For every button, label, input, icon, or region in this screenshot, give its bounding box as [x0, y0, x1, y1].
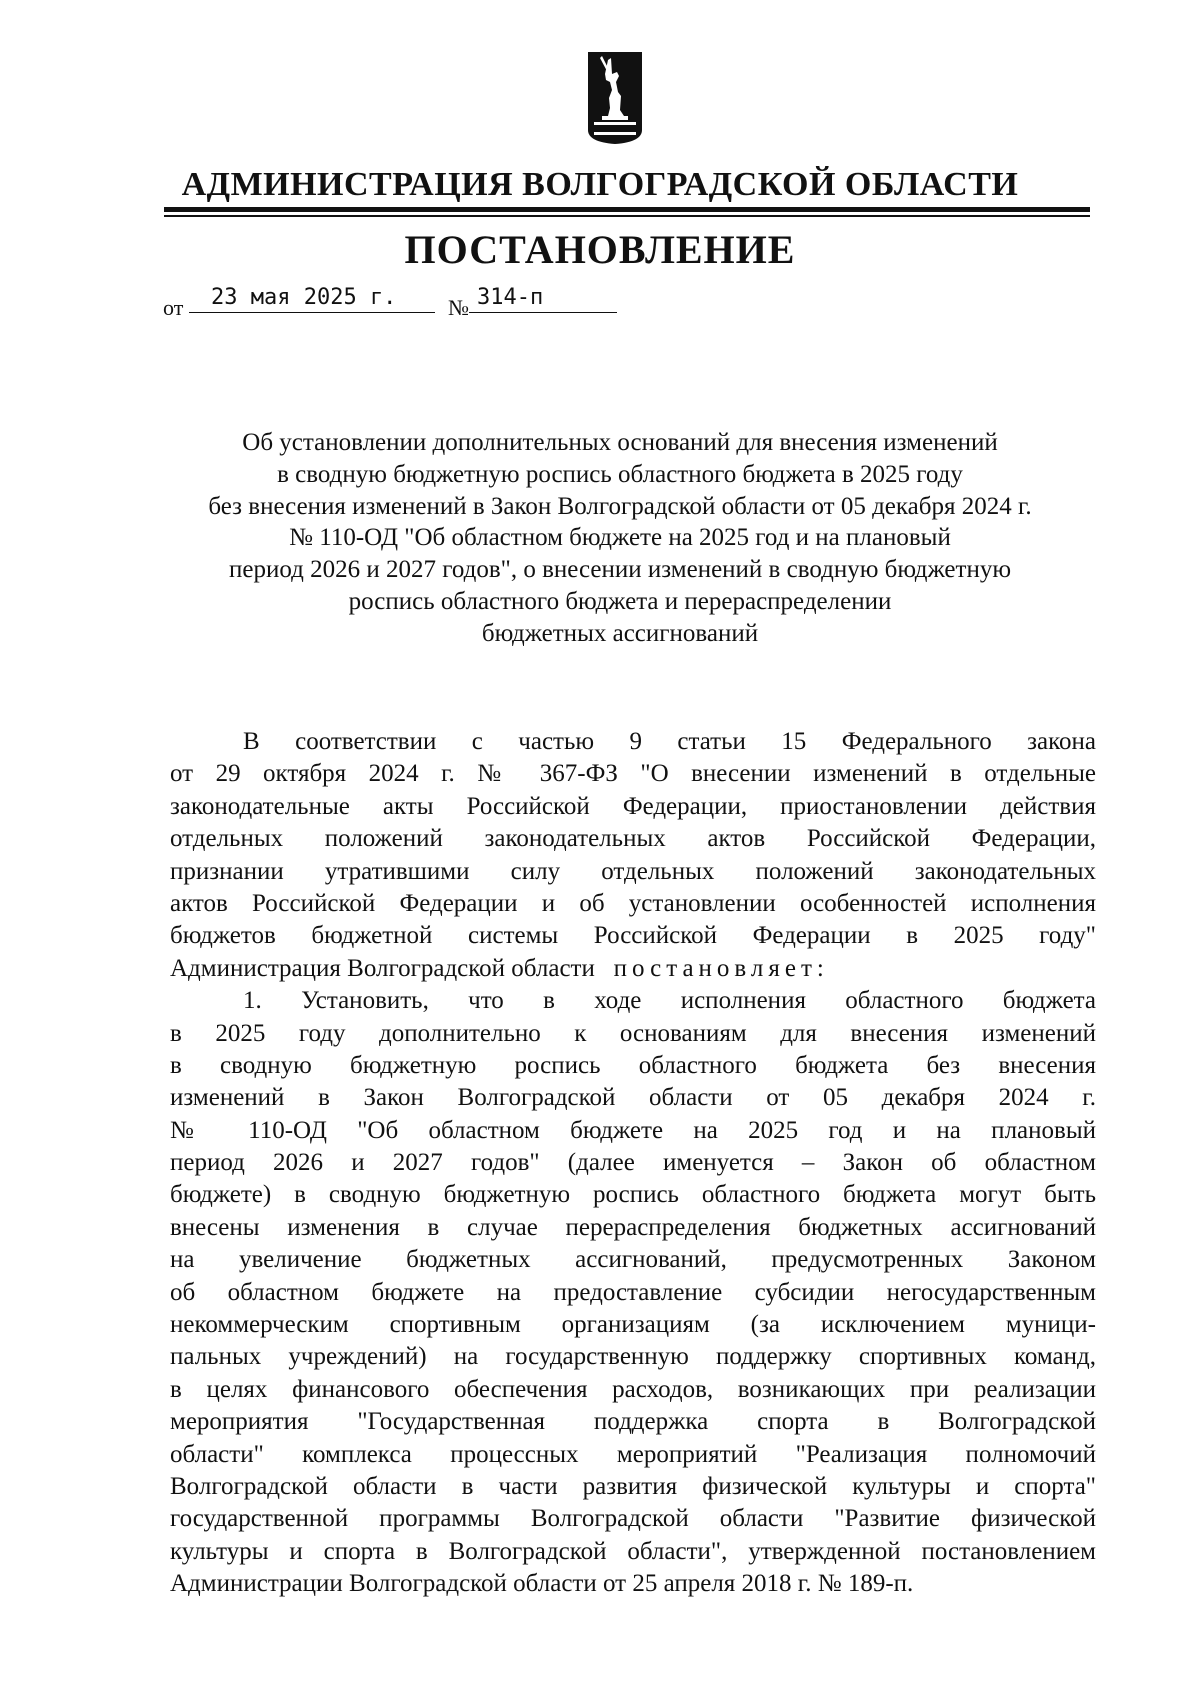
text-line: государственной программы Волгоградской области "Развитие физической: [170, 1505, 1096, 1533]
text-line: области" комплекса процессных мероприятий "Реализация полномочий: [170, 1440, 1096, 1468]
number-field: 314-п: [469, 285, 617, 313]
text-line: на увеличение бюджетных ассигнований, предусмотренных Законом: [170, 1246, 1096, 1274]
number-prefix: №: [448, 295, 469, 320]
text-line: [170, 953, 1096, 985]
header-rule-thick: [164, 207, 1090, 212]
text-line: бюджетов бюджетной системы Российской Федерации в 2025 году": [170, 922, 1096, 950]
text-line: бюджете) в сводную бюджетную роспись областного бюджета могут быть: [170, 1181, 1096, 1209]
document-subject: [150, 427, 1090, 650]
text-line: актов Российской Федерации и об установлении особенностей исполнения: [170, 889, 1096, 917]
subject-line: Об установлении дополнительных оснований для внесения изменений: [242, 429, 998, 456]
date-field: 23 мая 2025 г.: [189, 285, 435, 313]
text-line: законодательные акты Российской Федерации, приостановлении действия: [170, 792, 1096, 820]
document-type-title: ПОСТАНОВЛЕНИЕ: [404, 227, 796, 272]
text-line: Волгоградской области в части развития физической культуры и спорта": [170, 1472, 1096, 1500]
text-line: отдельных положений законодательных актов Российской Федерации,: [170, 825, 1096, 853]
preamble-paragraph: [170, 726, 1096, 985]
text-line: В соответствии с частью 9 статьи 15 Федерального закона: [243, 728, 1096, 755]
text-line: Администрации Волгоградской области от 25 апреля 2018 г. № 189-п.: [170, 1570, 914, 1598]
text-line: внесены изменения в случае перераспределения бюджетных ассигнований: [170, 1213, 1096, 1241]
text-line: пальных учреждений) на государственную поддержку спортивных команд,: [170, 1343, 1096, 1371]
subject-line: без внесения изменений в Закон Волгоградской области от 05 декабря 2024 г.: [208, 492, 1032, 520]
text-line: от 29 октября 2024 г. № 367-ФЗ "О внесении изменений в отдельные: [170, 760, 1096, 788]
text-line: № 110-ОД "Об областном бюджете на 2025 год и на плановый: [170, 1116, 1096, 1144]
header-rule-thin: [164, 215, 1090, 217]
clause-1-paragraph: [170, 985, 1096, 1600]
text-line: в 2025 году дополнительно к основаниям для внесения изменений: [170, 1019, 1096, 1047]
subject-line: № 110-ОД "Об областном бюджете на 2025 год и на плановый: [289, 524, 951, 552]
subject-line: роспись областного бюджета и перераспределении: [348, 587, 892, 615]
preamble-closing-text: Администрация Волгоградской области: [170, 954, 595, 982]
date-prefix: от: [163, 295, 184, 320]
subject-line: бюджетных ассигнований: [481, 619, 759, 647]
text-line: признании утратившими силу отдельных положений законодательных: [170, 857, 1096, 885]
document-body: [170, 726, 1096, 1601]
organization-title: АДМИНИСТРАЦИЯ ВОЛГОГРАДСКОЙ ОБЛАСТИ: [181, 166, 1019, 203]
text-line: период 2026 и 2027 годов" (далее именуется – Закон об областном: [170, 1149, 1096, 1177]
text-line: некоммерческим спортивным организациям (за исключением муници-: [170, 1311, 1096, 1339]
subject-line: период 2026 и 2027 годов", о внесении изменений в сводную бюджетную: [228, 556, 1012, 584]
text-line: об областном бюджете на предоставление субсидии негосударственным: [170, 1278, 1096, 1306]
subject-line: в сводную бюджетную роспись областного бюджета в 2025 году: [277, 460, 963, 488]
text-line: изменений в Закон Волгоградской области от 05 декабря 2024 г.: [170, 1084, 1096, 1112]
text-line: 1. Установить, что в ходе исполнения областного бюджета: [243, 987, 1096, 1015]
text-line: мероприятия "Государственная поддержка спорта в Волгоградской: [170, 1408, 1096, 1436]
text-line: в сводную бюджетную роспись областного бюджета без внесения: [170, 1051, 1096, 1079]
coat-of-arms-icon: [588, 52, 642, 146]
text-line: культуры и спорта в Волгоградской области", утвержденной постановлением: [170, 1537, 1096, 1565]
text-line: в целях финансового обеспечения расходов, возникающих при реализации: [170, 1375, 1096, 1403]
resolves-word: постановляет:: [613, 954, 829, 982]
